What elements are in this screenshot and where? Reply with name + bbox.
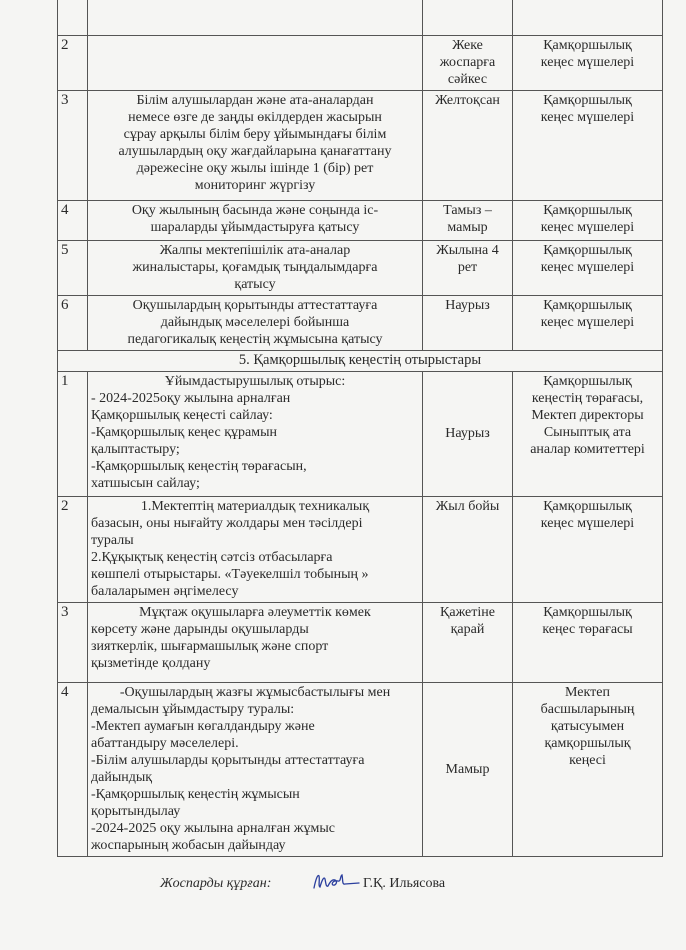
text-line: кеңес мүшелері bbox=[540, 315, 635, 330]
term-cell bbox=[423, 372, 513, 497]
table-row bbox=[58, 36, 663, 91]
table-row bbox=[58, 497, 663, 603]
text-line: Жалпы мектепішілік ата-аналар bbox=[159, 243, 351, 258]
row-number: 6 bbox=[58, 296, 88, 351]
activity-cell bbox=[88, 372, 423, 497]
table-row bbox=[58, 241, 663, 296]
text-line: Мұқтаж оқушыларға әлеуметтік көмек bbox=[139, 605, 371, 620]
text-line: Мектеп bbox=[565, 685, 610, 700]
text-line: басшыларының bbox=[540, 702, 635, 717]
activity-cell bbox=[88, 241, 423, 296]
activity-cell bbox=[88, 603, 423, 683]
text-line: кеңесі bbox=[569, 753, 606, 768]
term-cell bbox=[423, 497, 513, 603]
text-line: 1.Мектептің материалдық техникалық bbox=[140, 499, 370, 514]
term-cell bbox=[423, 241, 513, 296]
text-line: абаттандыру мәселелері. bbox=[91, 736, 239, 751]
responsible-cell bbox=[513, 36, 663, 91]
responsible-cell bbox=[513, 497, 663, 603]
row-number: 3 bbox=[58, 91, 88, 201]
text-line: көрсету және дарынды оқушыларды bbox=[91, 622, 309, 637]
text-line: туралы bbox=[91, 533, 134, 548]
responsible-cell bbox=[513, 296, 663, 351]
work-plan-table bbox=[57, 0, 663, 857]
term-cell bbox=[423, 201, 513, 241]
table-row bbox=[58, 201, 663, 241]
text-line: -Қамқоршылық кеңестің жұмысын bbox=[91, 787, 300, 802]
text-line: Қамқоршылық bbox=[543, 605, 632, 620]
text-line: базасын, оны нығайту жолдары мен тәсілдері bbox=[91, 516, 363, 531]
text-line: Оқушылардың қорытынды аттестаттауға bbox=[132, 298, 378, 313]
section-row bbox=[58, 351, 663, 372]
responsible-cell bbox=[513, 241, 663, 296]
text-line: Қамқоршылық bbox=[543, 243, 632, 258]
responsible-cell bbox=[513, 603, 663, 683]
table-body-bottom bbox=[58, 372, 663, 857]
activity-cell bbox=[88, 201, 423, 241]
text-line: сұрау арқылы білім беру ұйымындағы білім bbox=[123, 127, 387, 142]
text-line: кеңес мүшелері bbox=[540, 220, 635, 235]
text-line: хатшысын сайлау; bbox=[91, 476, 200, 491]
table-body-top bbox=[58, 0, 663, 351]
text-line: Сыныптық ата bbox=[543, 425, 632, 440]
activity-cell bbox=[88, 296, 423, 351]
text-line: қатысу bbox=[234, 277, 276, 292]
text-line: кеңес мүшелері bbox=[540, 55, 635, 70]
text-line: Мектеп директоры bbox=[531, 408, 644, 423]
row-number bbox=[58, 0, 88, 36]
text-line: Ұйымдастырушылық отырыс: bbox=[164, 374, 346, 389]
term-cell bbox=[423, 296, 513, 351]
activity-cell bbox=[88, 0, 423, 36]
responsible-cell bbox=[513, 0, 663, 36]
text-line: -2024-2025 оқу жылына арналған жұмыс bbox=[91, 821, 335, 836]
responsible-cell bbox=[513, 683, 663, 857]
row-number: 2 bbox=[58, 497, 88, 603]
activity-cell bbox=[88, 497, 423, 603]
text-line: алушылардың оқу жағдайларына қанағаттану bbox=[118, 144, 392, 159]
text-line: Қамқоршылық bbox=[543, 374, 632, 389]
text-line: сәйкес bbox=[447, 72, 488, 87]
text-line: зияткерлік, шығармашылық және спорт bbox=[91, 639, 329, 654]
text-line: немесе өзге де заңды өкілдерден жасырын bbox=[128, 110, 382, 125]
row-number: 1 bbox=[58, 372, 88, 497]
text-line: демалысын ұйымдастыру туралы: bbox=[91, 702, 295, 717]
text-line: -Қамқоршылық кеңес құрамын bbox=[91, 425, 277, 440]
term-cell bbox=[423, 36, 513, 91]
text-line: Жеке bbox=[452, 38, 483, 53]
text-line: Қамқоршылық кеңесті сайлау: bbox=[91, 408, 273, 423]
text-line: -Оқушылардың жазғы жұмысбастылығы мен bbox=[119, 685, 391, 700]
row-number: 5 bbox=[58, 241, 88, 296]
text-line: Қамқоршылық bbox=[543, 38, 632, 53]
activity-cell bbox=[88, 91, 423, 201]
row-number: 4 bbox=[58, 683, 88, 857]
text-line: Қажетіне bbox=[440, 605, 495, 620]
text-line: Қамқоршылық bbox=[543, 298, 632, 313]
text-line: - 2024-2025оқу жылына арналған bbox=[91, 391, 291, 406]
text-line: -Қамқоршылық кеңестің төрағасын, bbox=[91, 459, 307, 474]
text-line: дәрежесіне оқу жылы ішінде 1 (бір) рет bbox=[136, 161, 374, 176]
text-line: жиналыстары, қоғамдық тыңдалымдарға bbox=[132, 260, 378, 275]
text-line: мониторинг жүргізу bbox=[194, 178, 316, 193]
text-line: Мамыр bbox=[445, 761, 490, 777]
activity-cell bbox=[88, 683, 423, 857]
text-line: 2.Құқықтық кеңестің сәтсіз отбасыларға bbox=[91, 550, 333, 565]
signature-name: Г.Қ. Ильясова bbox=[363, 876, 446, 891]
section-title: 5. Қамқоршылық кеңестің отырыстары bbox=[58, 351, 663, 372]
text-line: шараларды ұйымдастыруға қатысу bbox=[150, 220, 360, 235]
table-row bbox=[58, 372, 663, 497]
text-line: көшпелі отырыстары. «Тәуекелшіл тобының » bbox=[91, 567, 369, 582]
term-cell bbox=[423, 683, 513, 857]
table-row bbox=[58, 91, 663, 201]
responsible-cell bbox=[513, 372, 663, 497]
text-line: Білім алушылардан және ата-аналардан bbox=[136, 93, 374, 108]
text-line: педагогикалық кеңестің жұмысына қатысу bbox=[127, 332, 383, 347]
term-cell bbox=[423, 0, 513, 36]
text-line: қызметінде қолдану bbox=[91, 656, 211, 671]
text-line: қарай bbox=[450, 622, 485, 637]
responsible-cell bbox=[513, 201, 663, 241]
text-line: Тамыз – bbox=[443, 203, 492, 218]
text-line: жоспарының жобасын дайындау bbox=[91, 838, 286, 853]
text-line: кеңес мүшелері bbox=[540, 516, 635, 531]
text-line: -Мектеп аумағын көгалдандыру және bbox=[91, 719, 315, 734]
text-line: балаларымен әңгімелесу bbox=[91, 584, 239, 599]
responsible-cell bbox=[513, 91, 663, 201]
text-line: Қамқоршылық bbox=[543, 203, 632, 218]
text-line: Наурыз bbox=[445, 298, 490, 313]
term-cell bbox=[423, 91, 513, 201]
text-line: мамыр bbox=[447, 220, 488, 235]
text-line: Наурыз bbox=[445, 426, 490, 441]
table-row bbox=[58, 603, 663, 683]
handwritten-signature bbox=[311, 870, 361, 896]
text-line: жоспарға bbox=[439, 55, 496, 70]
activity-cell bbox=[88, 36, 423, 91]
text-line: Қамқоршылық bbox=[543, 93, 632, 108]
text-line: аналар комитеттері bbox=[530, 442, 645, 457]
text-line: кеңестің төрағасы, bbox=[531, 391, 644, 406]
text-line: қалыптастыру; bbox=[91, 442, 180, 457]
text-line: кеңес төрағасы bbox=[542, 622, 633, 637]
text-line: қорытындылау bbox=[91, 804, 181, 819]
text-line: Оқу жылының басында және соңында іс- bbox=[131, 203, 379, 218]
row-number: 4 bbox=[58, 201, 88, 241]
text-line: дайындық мәселелері бойынша bbox=[160, 315, 350, 330]
text-line: Жылына 4 bbox=[436, 243, 499, 258]
table-row bbox=[58, 0, 663, 36]
text-line: кеңес мүшелері bbox=[540, 110, 635, 125]
text-line: дайындық bbox=[91, 770, 153, 785]
table-row bbox=[58, 683, 663, 857]
text-line: Жыл бойы bbox=[435, 499, 500, 514]
row-number: 3 bbox=[58, 603, 88, 683]
text-line: Желтоқсан bbox=[435, 93, 500, 108]
signature-label: Жоспарды құрған: bbox=[160, 876, 272, 891]
text-line: қамқоршылық bbox=[544, 736, 631, 751]
text-line: Қамқоршылық bbox=[543, 499, 632, 514]
text-line: рет bbox=[457, 260, 478, 275]
text-line: қатысуымен bbox=[550, 719, 625, 734]
text-line: -Білім алушыларды қорытынды аттестаттауға bbox=[91, 753, 365, 768]
text-line: кеңес мүшелері bbox=[540, 260, 635, 275]
term-cell bbox=[423, 603, 513, 683]
table-row bbox=[58, 296, 663, 351]
row-number: 2 bbox=[58, 36, 88, 91]
